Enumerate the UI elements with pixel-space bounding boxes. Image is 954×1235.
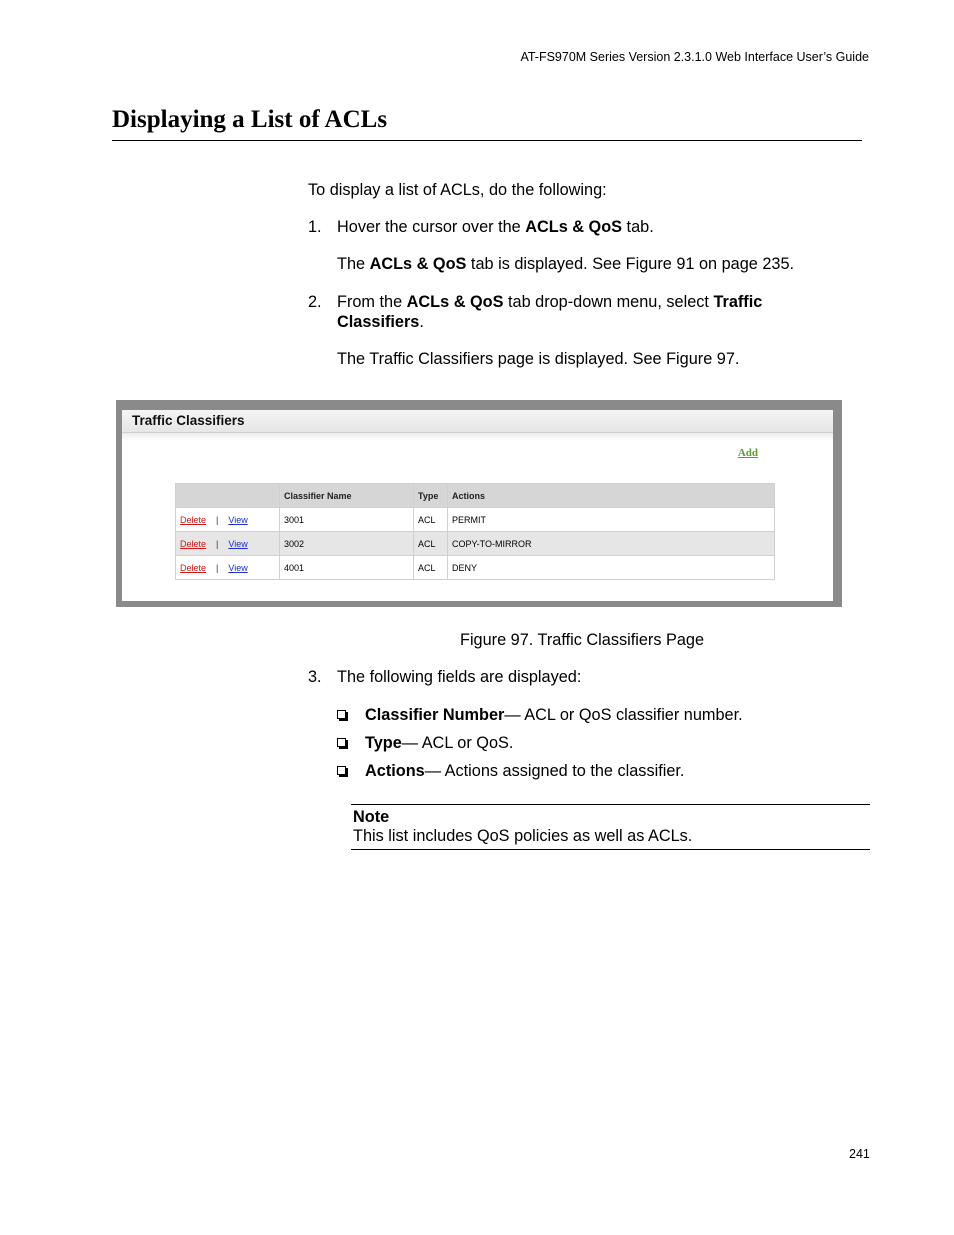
classifier-table	[175, 483, 775, 580]
type-cell: ACL	[414, 508, 448, 532]
step-1-text: Hover the cursor over the ACLs & QoS tab.	[337, 218, 654, 236]
intro-text: To display a list of ACLs, do the following:	[308, 181, 607, 199]
note-bottom-rule	[351, 849, 870, 850]
page-number: 241	[849, 1147, 870, 1161]
figure-caption: Figure 97. Traffic Classifiers Page	[460, 631, 705, 649]
running-header: AT-FS970M Series Version 2.3.1.0 Web Interface User’s Guide	[520, 50, 869, 64]
checkbox-bullet-icon	[337, 710, 346, 719]
field-classifier-number: Classifier Number— ACL or QoS classifier number.	[365, 706, 743, 724]
actions-cell: DENY	[448, 556, 775, 580]
type-cell: ACL	[414, 556, 448, 580]
traffic-classifiers-panel	[122, 410, 833, 601]
add-link[interactable]: Add	[737, 447, 758, 459]
checkbox-bullet-icon	[337, 766, 346, 775]
note-heading: Note	[353, 808, 390, 826]
delete-link[interactable]: Delete	[180, 562, 207, 573]
link-separator: |	[216, 514, 219, 525]
step-2-number: 2.	[308, 293, 322, 311]
classifier-name-cell: 4001	[280, 556, 414, 580]
figure-screenshot	[116, 400, 842, 607]
step-3-number: 3.	[308, 668, 322, 686]
section-title: Displaying a List of ACLs	[112, 106, 388, 133]
view-link[interactable]: View	[228, 562, 248, 573]
type-cell: ACL	[414, 532, 448, 556]
col-header-links	[176, 484, 280, 508]
panel-header	[122, 410, 833, 433]
header-shade	[122, 433, 833, 441]
col-header-actions: Actions	[448, 484, 775, 508]
table-row	[176, 532, 775, 556]
col-header-classifier-name: Classifier Name	[280, 484, 414, 508]
view-link[interactable]: View	[228, 514, 248, 525]
step-1-number: 1.	[308, 218, 322, 236]
step-1-result: The ACLs & QoS tab is displayed. See Figure 91 on page 235.	[337, 255, 795, 273]
classifier-name-cell: 3001	[280, 508, 414, 532]
field-actions: Actions— Actions assigned to the classifier.	[365, 762, 685, 780]
step-2-result: The Traffic Classifiers page is displayed. See Figure 97.	[337, 350, 740, 368]
col-header-type: Type	[414, 484, 448, 508]
panel-title: Traffic Classifiers	[132, 413, 245, 428]
note-text: This list includes QoS policies as well as ACLs.	[353, 827, 693, 845]
delete-link[interactable]: Delete	[180, 538, 207, 549]
actions-cell: COPY-TO-MIRROR	[448, 532, 775, 556]
delete-link[interactable]: Delete	[180, 514, 207, 525]
step-3-text: The following fields are displayed:	[337, 668, 582, 686]
link-separator: |	[216, 562, 219, 573]
link-separator: |	[216, 538, 219, 549]
table-row	[176, 556, 775, 580]
step-2-text: From the ACLs & QoS tab drop-down menu, select Traffic Classifiers.	[337, 293, 763, 331]
table-row	[176, 508, 775, 532]
table-header-row	[176, 484, 775, 508]
actions-cell: PERMIT	[448, 508, 775, 532]
view-link[interactable]: View	[228, 538, 248, 549]
note-top-rule	[351, 804, 870, 805]
classifier-name-cell: 3002	[280, 532, 414, 556]
field-type: Type— ACL or QoS.	[365, 734, 514, 752]
title-rule	[112, 140, 862, 141]
checkbox-bullet-icon	[337, 738, 346, 747]
